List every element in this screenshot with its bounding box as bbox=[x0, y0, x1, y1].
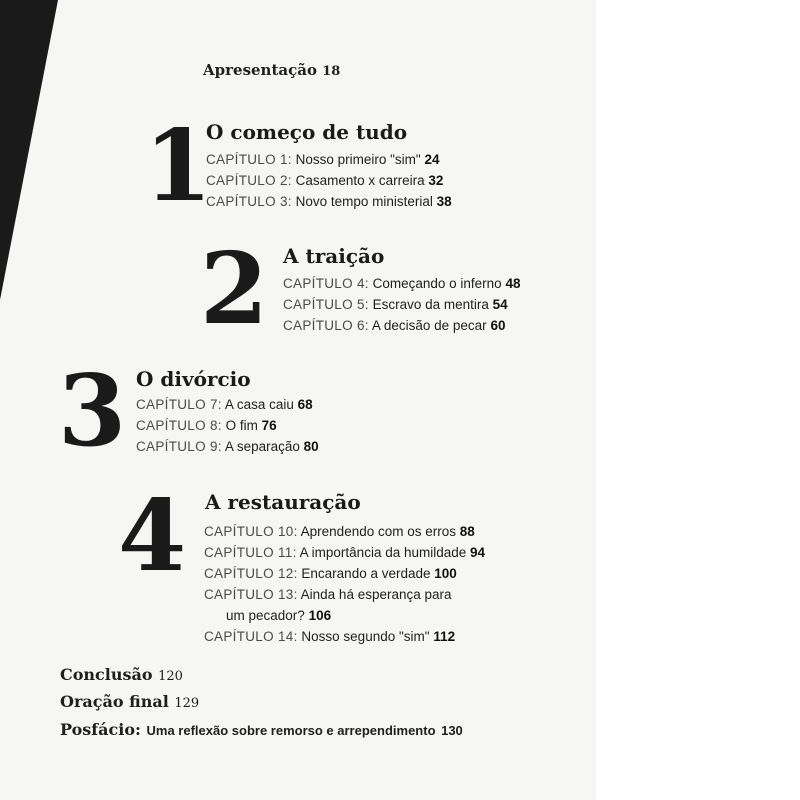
chapter-row bbox=[136, 394, 319, 415]
chapter-label: CAPÍTULO 14: bbox=[204, 629, 298, 644]
chapter-row bbox=[204, 563, 485, 584]
part-2-title: A traição bbox=[283, 244, 385, 268]
chapter-title: Encarando a verdade bbox=[301, 566, 431, 581]
chapter-label: CAPÍTULO 6: bbox=[283, 318, 369, 333]
apresentacao-entry bbox=[203, 61, 340, 79]
chapter-page: 54 bbox=[492, 297, 508, 312]
apresentacao-label: Apresentação bbox=[203, 61, 317, 79]
chapter-page: 80 bbox=[303, 439, 319, 454]
part-2-number: 2 bbox=[200, 232, 269, 347]
posfacio-description: Uma reflexão sobre remorso e arrependimento bbox=[146, 723, 436, 738]
chapter-title: A separação bbox=[224, 439, 300, 454]
chapter-title: Nosso segundo "sim" bbox=[301, 629, 430, 644]
chapter-title: O fim bbox=[225, 418, 258, 433]
chapter-title: Novo tempo ministerial bbox=[295, 194, 433, 209]
chapter-page: 48 bbox=[505, 276, 521, 291]
conclusao-label: Conclusão bbox=[60, 665, 153, 684]
chapter-row bbox=[206, 170, 452, 191]
part-3-title: O divórcio bbox=[136, 367, 251, 391]
apresentacao-page: 18 bbox=[322, 64, 341, 79]
part-3-number: 3 bbox=[58, 354, 127, 469]
chapter-page: 76 bbox=[261, 418, 277, 433]
chapter-title: Ainda há esperança para bbox=[300, 587, 452, 602]
chapter-label: CAPÍTULO 1: bbox=[206, 152, 292, 167]
chapter-label: CAPÍTULO 10: bbox=[204, 524, 298, 539]
chapter-title: A decisão de pecar bbox=[371, 318, 487, 333]
chapter-row bbox=[204, 584, 485, 605]
chapter-row bbox=[206, 149, 452, 170]
chapter-row bbox=[136, 415, 319, 436]
chapter-label: CAPÍTULO 8: bbox=[136, 418, 222, 433]
chapter-row bbox=[204, 521, 485, 542]
chapter-label: CAPÍTULO 5: bbox=[283, 297, 369, 312]
posfacio-page: 130 bbox=[441, 723, 463, 738]
conclusao-entry bbox=[60, 665, 183, 684]
part-4-number: 4 bbox=[118, 479, 187, 594]
chapter-page: 32 bbox=[428, 173, 444, 188]
part-4-chapters bbox=[204, 521, 485, 647]
chapter-page: 68 bbox=[297, 397, 313, 412]
chapter-row bbox=[206, 191, 452, 212]
chapter-row bbox=[204, 626, 485, 647]
chapter-row bbox=[204, 542, 485, 563]
chapter-title: A importância da humildade bbox=[299, 545, 467, 560]
chapter-row-continuation bbox=[204, 605, 485, 626]
oracao-label: Oração final bbox=[60, 692, 169, 711]
chapter-label: CAPÍTULO 3: bbox=[206, 194, 292, 209]
oracao-entry bbox=[60, 692, 199, 711]
conclusao-page: 120 bbox=[158, 669, 183, 684]
part-4-title: A restauração bbox=[205, 490, 361, 514]
chapter-page: 94 bbox=[470, 545, 486, 560]
chapter-page: 24 bbox=[424, 152, 440, 167]
chapter-label: CAPÍTULO 12: bbox=[204, 566, 298, 581]
chapter-row bbox=[136, 436, 319, 457]
chapter-label: CAPÍTULO 2: bbox=[206, 173, 292, 188]
chapter-label: CAPÍTULO 11: bbox=[204, 545, 297, 560]
chapter-page: 100 bbox=[434, 566, 457, 581]
part-1-chapters bbox=[206, 149, 452, 212]
chapter-label: CAPÍTULO 13: bbox=[204, 587, 298, 602]
chapter-title: Nosso primeiro "sim" bbox=[295, 152, 421, 167]
oracao-page: 129 bbox=[174, 696, 200, 711]
part-2-chapters bbox=[283, 273, 520, 336]
chapter-page: 38 bbox=[436, 194, 452, 209]
posfacio-label: Posfácio: bbox=[60, 720, 141, 739]
chapter-title-line2: um pecador? bbox=[226, 608, 305, 623]
chapter-page: 88 bbox=[459, 524, 475, 539]
part-1-number: 1 bbox=[144, 109, 213, 224]
chapter-title: Casamento x carreira bbox=[295, 173, 425, 188]
chapter-label: CAPÍTULO 7: bbox=[136, 397, 222, 412]
chapter-page: 60 bbox=[490, 318, 506, 333]
chapter-title: Escravo da mentira bbox=[372, 297, 489, 312]
chapter-row bbox=[283, 273, 520, 294]
chapter-page: 112 bbox=[433, 629, 456, 644]
chapter-title: A casa caiu bbox=[224, 397, 294, 412]
part-1-title: O começo de tudo bbox=[206, 120, 408, 144]
posfacio-entry bbox=[60, 720, 463, 739]
chapter-title: Começando o inferno bbox=[372, 276, 502, 291]
chapter-label: CAPÍTULO 4: bbox=[283, 276, 369, 291]
chapter-row bbox=[283, 315, 520, 336]
chapter-row bbox=[283, 294, 520, 315]
part-3-chapters bbox=[136, 394, 319, 457]
chapter-title: Aprendendo com os erros bbox=[300, 524, 456, 539]
chapter-label: CAPÍTULO 9: bbox=[136, 439, 222, 454]
chapter-page: 106 bbox=[308, 608, 332, 623]
